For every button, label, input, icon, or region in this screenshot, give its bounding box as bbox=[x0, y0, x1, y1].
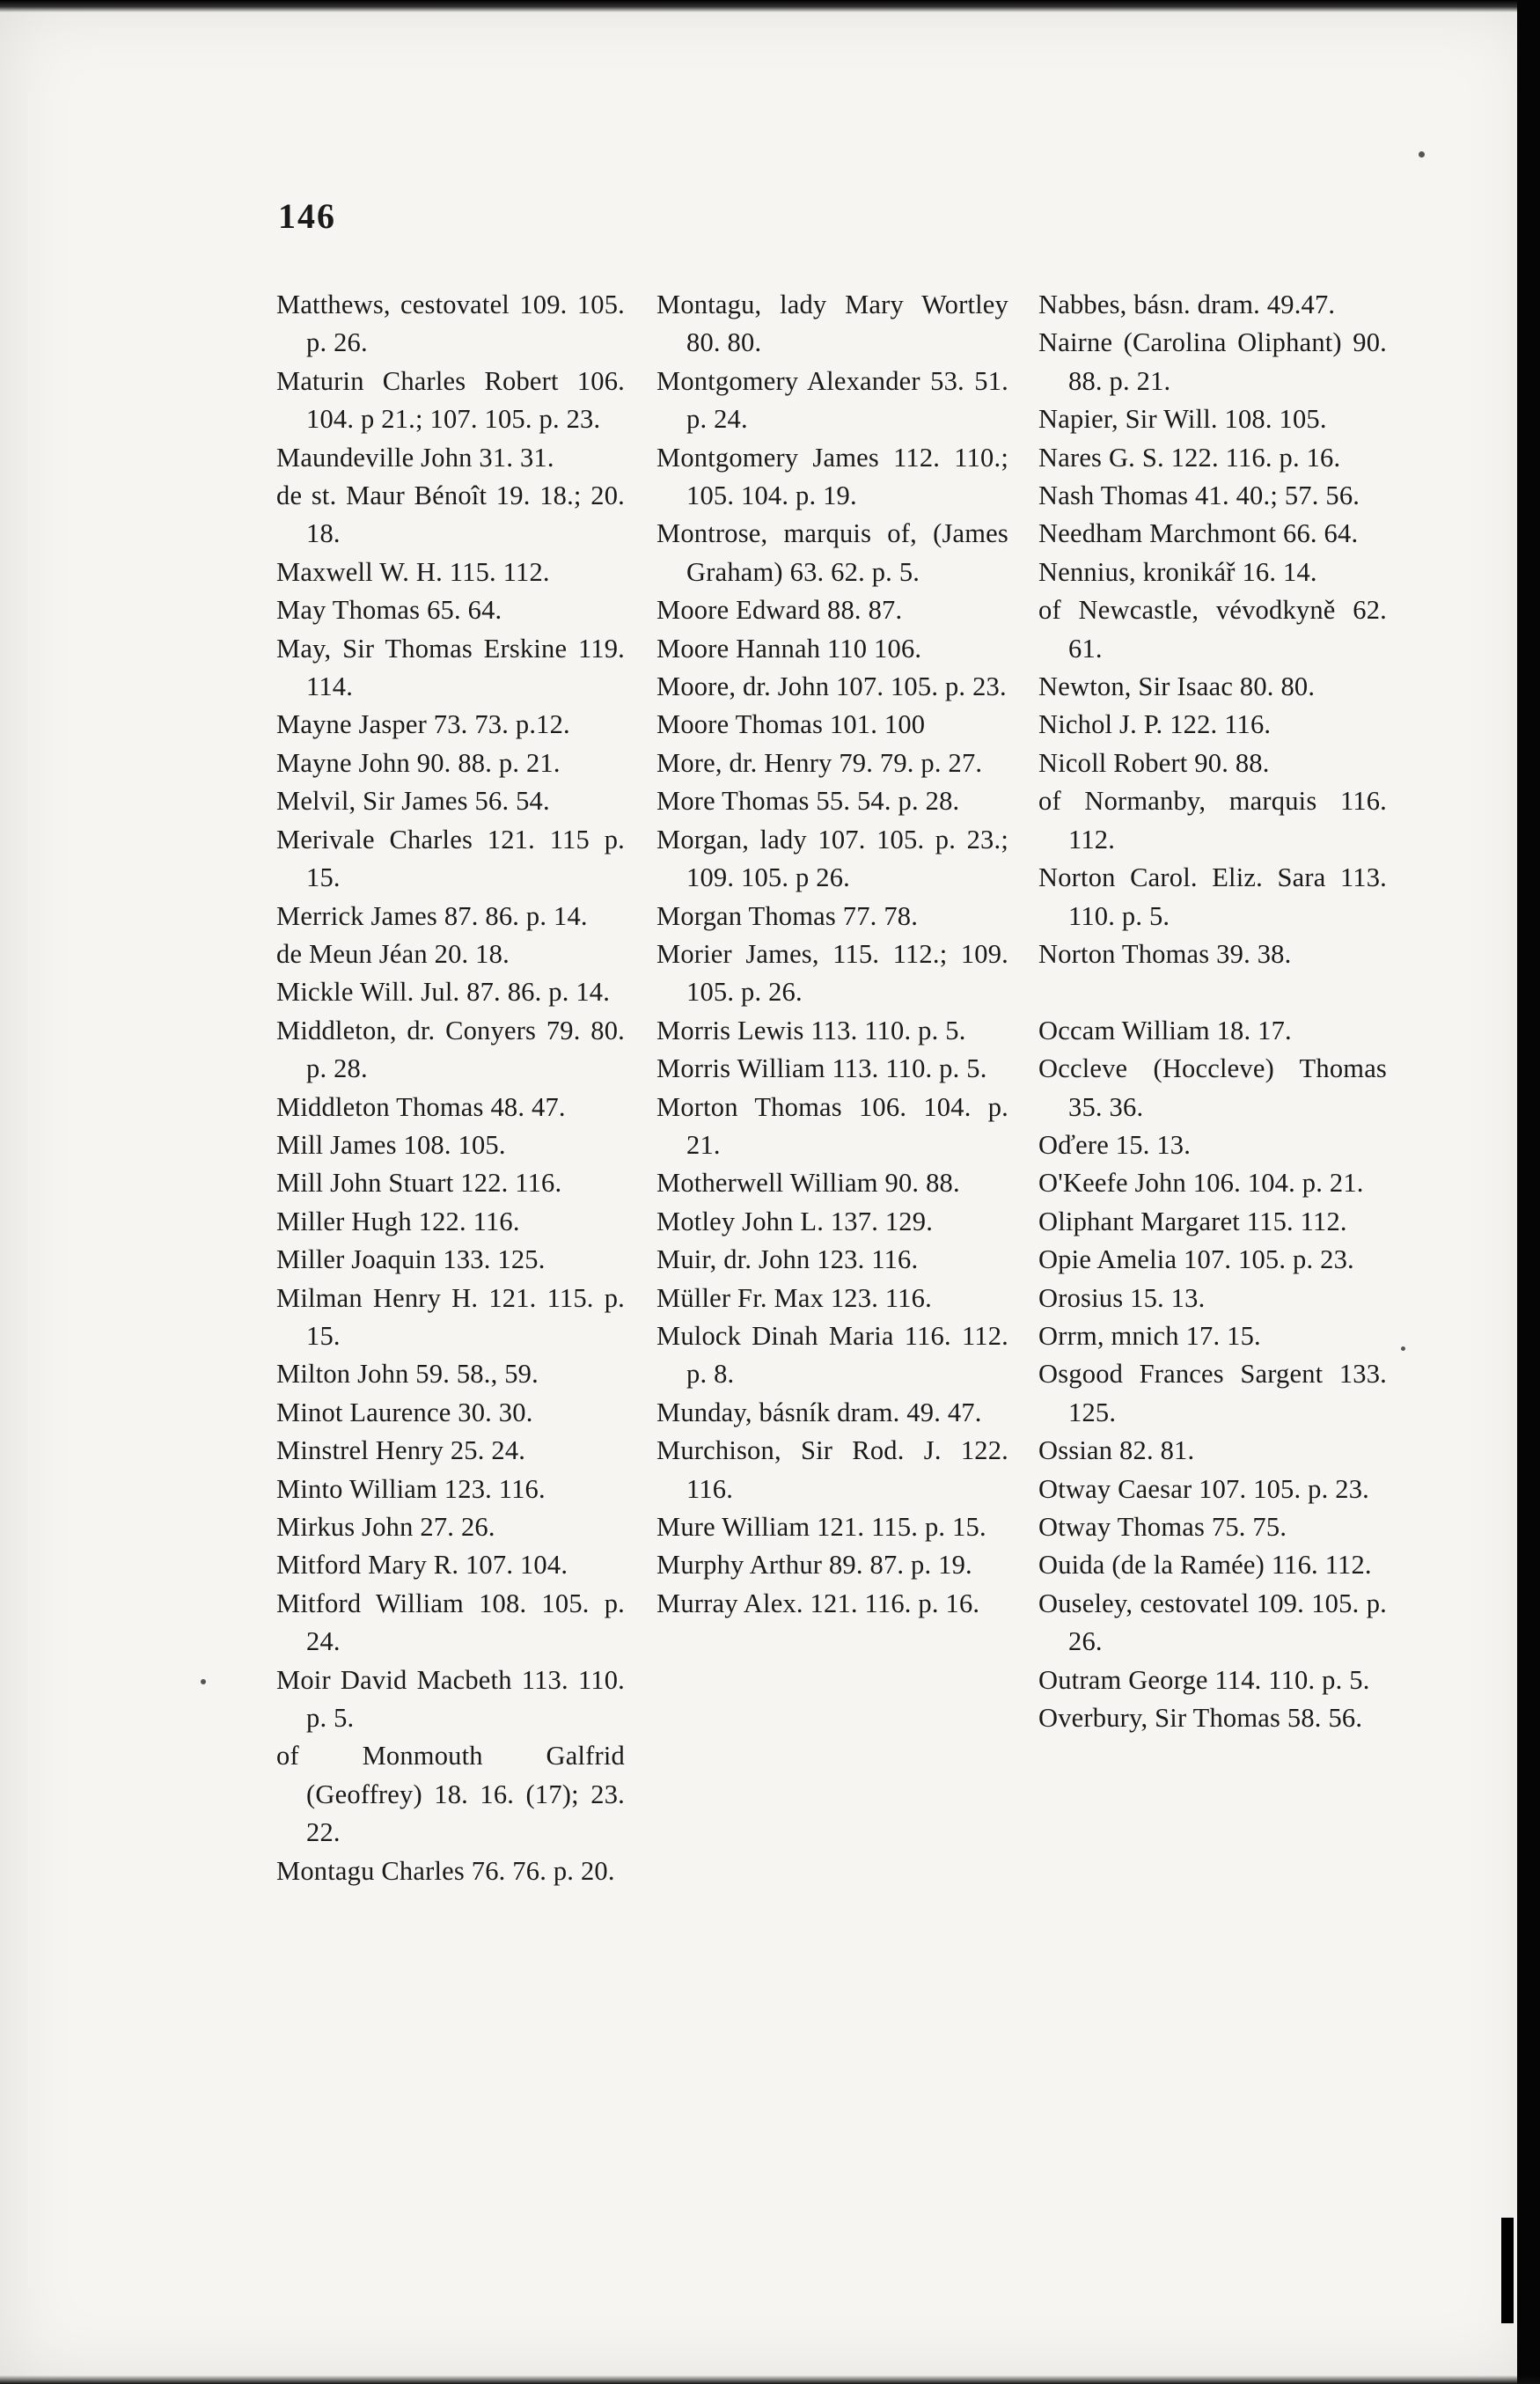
index-entry: Mickle Will. Jul. 87. 86. p. 14. bbox=[276, 977, 611, 1008]
index-entry: Mayne Jasper 73. 73. p.12. bbox=[276, 709, 570, 740]
index-entry: of Newcastle, vévodkyně 62. 61. bbox=[1038, 595, 1387, 664]
index-entry: Otway Caesar 107. 105. p. 23. bbox=[1038, 1473, 1369, 1504]
index-entry: Nichol J. P. 122. 116. bbox=[1038, 709, 1272, 740]
index-entry: Munday, básník dram. 49. 47. bbox=[656, 1397, 982, 1427]
index-entry: Merivale Charles 121. 115 p. 15. bbox=[276, 824, 625, 893]
index-entry: Maturin Charles Robert 106. 104. p 21.; 107. 105. p. 23. bbox=[276, 365, 625, 435]
index-entry: Morton Thomas 106. 104. p. 21. bbox=[656, 1091, 1008, 1160]
index-entry: Mulock Dinah Maria 116. 112. p. 8. bbox=[656, 1320, 1008, 1390]
index-entry: Mitford William 108. 105. p. 24. bbox=[276, 1588, 625, 1657]
index-entry: Montgomery James 112. 110.; 105. 104. p. 19. bbox=[656, 442, 1008, 511]
index-entry: Mure William 121. 115. p. 15. bbox=[656, 1512, 986, 1542]
index-entry: Miller Hugh 122. 116. bbox=[276, 1206, 520, 1236]
index-entry: Murray Alex. 121. 116. p. 16. bbox=[656, 1588, 980, 1618]
index-entry: Nennius, kronikář 16. 14. bbox=[1038, 556, 1317, 587]
index-entry: Orrm, mnich 17. 15. bbox=[1038, 1320, 1261, 1351]
index-entry: Mitford Mary R. 107. 104. bbox=[276, 1550, 568, 1581]
index-entry: Müller Fr. Max 123. 116. bbox=[656, 1282, 932, 1313]
index-entry: Nash Thomas 41. 40.; 57. 56. bbox=[1038, 480, 1360, 511]
index-entry: Mill John Stuart 122. 116. bbox=[276, 1168, 562, 1199]
index-entry: Minto William 123. 116. bbox=[276, 1473, 546, 1504]
index-entry: Montagu, lady Mary Wortley 80. 80. bbox=[656, 290, 1008, 358]
index-entry: Occam William 18. 17. bbox=[1038, 1015, 1292, 1045]
index-entry: Middleton, dr. Conyers 79. 80. p. 28. bbox=[276, 1015, 625, 1084]
index-entry: Milman Henry H. 121. 115. p. 15. bbox=[276, 1282, 625, 1351]
page-number: 146 bbox=[278, 196, 336, 236]
index-entry: More Thomas 55. 54. p. 28. bbox=[656, 786, 960, 817]
scan-edge-right bbox=[1517, 0, 1540, 2384]
index-entry: Middleton Thomas 48. 47. bbox=[276, 1091, 566, 1122]
index-entry: of Monmouth Galfrid (Geoffrey) 18. 16. (17); 23. 22. bbox=[276, 1741, 625, 1848]
index-entry: Montagu Charles 76. 76. p. 20. bbox=[276, 1855, 615, 1886]
index-entry: O'Keefe John 106. 104. p. 21. bbox=[1038, 1168, 1364, 1199]
index-entry: Moore Thomas 101. 100 bbox=[656, 709, 926, 740]
index-entry: Motherwell William 90. 88. bbox=[656, 1168, 960, 1199]
index-entry: Morgan, lady 107. 105. p. 23.; 109. 105. p 26. bbox=[656, 824, 1008, 893]
index-column-2 bbox=[656, 286, 1008, 1623]
index-entry: May Thomas 65. 64. bbox=[276, 595, 502, 626]
scan-binding-mark bbox=[1501, 2218, 1514, 2323]
index-entry: Oliphant Margaret 115. 112. bbox=[1038, 1206, 1347, 1236]
index-entry: Otway Thomas 75. 75. bbox=[1038, 1511, 1287, 1542]
index-entry: Moir David Macbeth 113. 110. p. 5. bbox=[276, 1664, 625, 1734]
index-entry: Montgomery Alexander 53. 51. p. 24. bbox=[656, 365, 1008, 435]
index-entry: Milton John 59. 58., 59. bbox=[276, 1359, 539, 1390]
index-entry: Morris William 113. 110. p. 5. bbox=[656, 1053, 987, 1084]
index-entry: Overbury, Sir Thomas 58. 56. bbox=[1038, 1703, 1363, 1734]
index-entry: Newton, Sir Isaac 80. 80. bbox=[1038, 671, 1316, 702]
index-entry: Napier, Sir Will. 108. 105. bbox=[1038, 404, 1327, 435]
index-entry: Needham Marchmont 66. 64. bbox=[1038, 518, 1359, 549]
scan-edge-top bbox=[0, 0, 1540, 12]
index-entry: Orosius 15. 13. bbox=[1038, 1282, 1206, 1313]
index-entry: Mirkus John 27. 26. bbox=[276, 1512, 495, 1542]
index-entry: Moore, dr. John 107. 105. p. 23. bbox=[656, 671, 1007, 702]
scan-speck bbox=[1419, 151, 1425, 158]
index-entry: Murphy Arthur 89. 87. p. 19. bbox=[656, 1550, 972, 1581]
index-entry: Murchison, Sir Rod. J. 122. 116. bbox=[656, 1435, 1008, 1504]
index-column-1 bbox=[276, 286, 625, 1890]
index-entry: Mill James 108. 105. bbox=[276, 1129, 506, 1160]
index-entry: Outram George 114. 110. p. 5. bbox=[1038, 1664, 1370, 1695]
index-entry: Ouida (de la Ramée) 116. 112. bbox=[1038, 1550, 1372, 1581]
index-entry: More, dr. Henry 79. 79. p. 27. bbox=[656, 747, 983, 778]
index-entry: Nares G. S. 122. 116. p. 16. bbox=[1038, 442, 1341, 473]
index-entry: Occleve (Hoccleve) Thomas 35. 36. bbox=[1038, 1053, 1387, 1122]
index-column-3 bbox=[1038, 286, 1387, 1737]
index-entry: Nabbes, básn. dram. 49.47. bbox=[1038, 290, 1336, 319]
index-entry: Osgood Frances Sargent 133. 125. bbox=[1038, 1359, 1387, 1427]
index-entry: de Meun Jéan 20. 18. bbox=[276, 938, 510, 969]
index-entry: Morier James, 115. 112.; 109. 105. p. 26. bbox=[656, 938, 1008, 1008]
index-entry: Nairne (Carolina Oliphant) 90. 88. p. 21. bbox=[1038, 327, 1387, 396]
index-entry: Melvil, Sir James 56. 54. bbox=[276, 786, 550, 817]
index-entry: Minstrel Henry 25. 24. bbox=[276, 1435, 526, 1466]
index-entry: Merrick James 87. 86. p. 14. bbox=[276, 900, 588, 931]
scan-speck bbox=[1401, 1346, 1405, 1351]
index-entry: Norton Thomas 39. 38. bbox=[1038, 938, 1292, 969]
index-entry: Motley John L. 137. 129. bbox=[656, 1206, 934, 1236]
index-entry: Montrose, marquis of, (James Graham) 63. 62. p. 5. bbox=[656, 518, 1008, 587]
index-entry: Opie Amelia 107. 105. p. 23. bbox=[1038, 1244, 1354, 1275]
index-entry: Oďere 15. 13. bbox=[1038, 1129, 1192, 1160]
index-entry: Norton Carol. Eliz. Sara 113. 110. p. 5. bbox=[1038, 862, 1387, 931]
index-entry: Matthews, cestovatel 109. 105. p. 26. bbox=[276, 290, 625, 358]
index-entry: Morgan Thomas 77. 78. bbox=[656, 900, 919, 931]
index-entry: Moore Edward 88. 87. bbox=[656, 595, 903, 626]
index-entry: May, Sir Thomas Erskine 119. 114. bbox=[276, 633, 625, 702]
index-entry: Nicoll Robert 90. 88. bbox=[1038, 747, 1270, 778]
index-entry: Muir, dr. John 123. 116. bbox=[656, 1244, 919, 1275]
index-entry: Moore Hannah 110 106. bbox=[656, 633, 922, 664]
index-entry: Minot Laurence 30. 30. bbox=[276, 1397, 533, 1427]
index-entry: Ossian 82. 81. bbox=[1038, 1435, 1195, 1466]
index-entry: de st. Maur Bénoît 19. 18.; 20. 18. bbox=[276, 480, 625, 549]
index-entry: Maundeville John 31. 31. bbox=[276, 442, 554, 473]
scan-edge-bottom bbox=[0, 2375, 1540, 2384]
scan-speck bbox=[201, 1679, 206, 1684]
index-entry: Maxwell W. H. 115. 112. bbox=[276, 556, 550, 587]
index-entry: Mayne John 90. 88. p. 21. bbox=[276, 747, 561, 778]
index-entry: Ouseley, cestovatel 109. 105. p. 26. bbox=[1038, 1588, 1387, 1657]
index-entry: of Normanby, marquis 116. 112. bbox=[1038, 786, 1387, 855]
index-entry: Miller Joaquin 133. 125. bbox=[276, 1244, 546, 1275]
index-entry: Morris Lewis 113. 110. p. 5. bbox=[656, 1015, 966, 1045]
